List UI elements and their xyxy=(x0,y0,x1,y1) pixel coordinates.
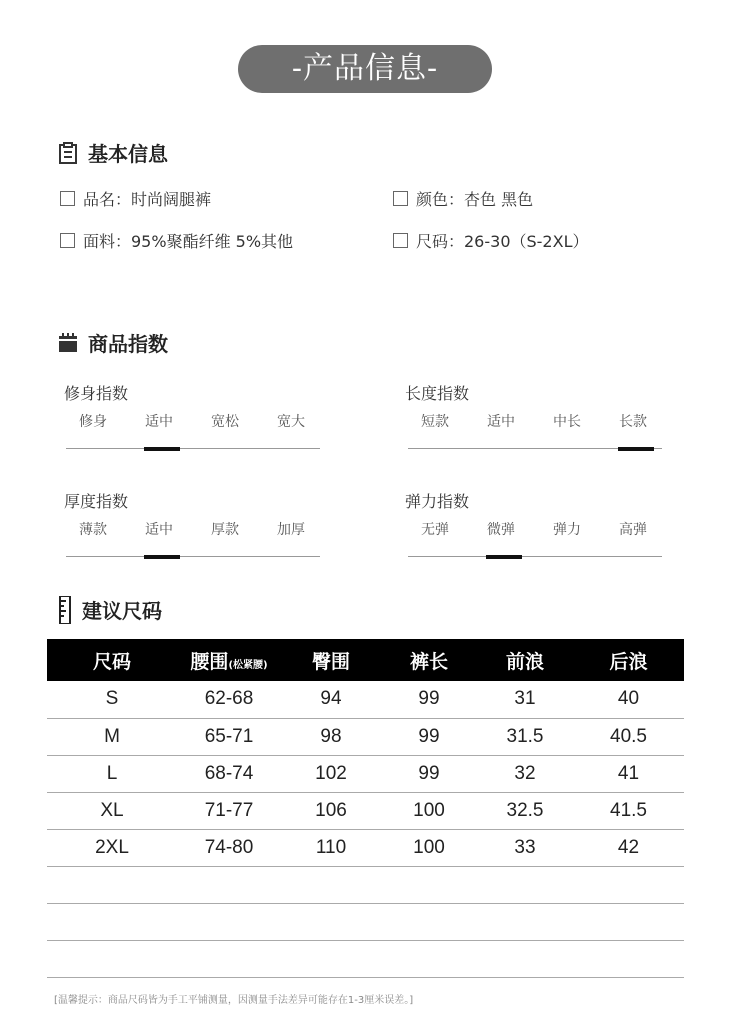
scale-option: 修身 xyxy=(79,414,107,430)
scale-option: 短款 xyxy=(421,414,449,430)
table-row xyxy=(47,792,684,829)
table-cell: XL xyxy=(47,792,177,829)
scale-option: 弹力 xyxy=(553,522,581,538)
basic-info-header xyxy=(58,138,168,167)
size-table xyxy=(47,639,684,978)
scale-option: 厚款 xyxy=(211,522,239,538)
scale-option: 中长 xyxy=(553,414,581,430)
table-row xyxy=(47,718,684,755)
info-item-label: 面料：95%聚酯纤维 5%其他 xyxy=(83,232,294,251)
table-cell: 32 xyxy=(477,755,573,792)
scale-selected-marker xyxy=(144,447,180,451)
calendar-icon xyxy=(58,333,78,353)
table-row xyxy=(47,866,684,903)
table-cell: 71-77 xyxy=(177,792,281,829)
column-header: 尺码 xyxy=(47,639,177,681)
length-index-scale xyxy=(408,409,662,449)
scale-selected-marker xyxy=(618,447,654,451)
table-cell: 62-68 xyxy=(177,681,281,718)
ruler-icon xyxy=(58,596,72,624)
table-cell xyxy=(477,940,573,977)
size-suggestion-title: 建议尺码 xyxy=(82,599,162,623)
table-cell: 100 xyxy=(381,829,477,866)
table-cell: 99 xyxy=(381,718,477,755)
column-header-waist xyxy=(177,639,281,681)
table-cell xyxy=(381,940,477,977)
scale-option: 宽松 xyxy=(211,414,239,430)
scale-option: 薄款 xyxy=(79,522,107,538)
fit-index-title: 修身指数 xyxy=(64,384,129,403)
table-cell: 41 xyxy=(573,755,684,792)
table-cell: 100 xyxy=(381,792,477,829)
table-cell: 2XL xyxy=(47,829,177,866)
table-row xyxy=(47,755,684,792)
table-cell xyxy=(381,866,477,903)
table-cell xyxy=(47,903,177,940)
table-header-row xyxy=(47,639,684,681)
thickness-index-scale xyxy=(66,517,320,557)
page-title-banner: -产品信息- xyxy=(238,45,492,93)
table-cell xyxy=(381,903,477,940)
table-cell: L xyxy=(47,755,177,792)
table-cell: 99 xyxy=(381,755,477,792)
table-cell xyxy=(47,866,177,903)
table-cell: M xyxy=(47,718,177,755)
scale-selected-marker xyxy=(144,555,180,559)
table-row xyxy=(47,829,684,866)
table-cell: 42 xyxy=(573,829,684,866)
checkbox-icon xyxy=(60,233,75,248)
table-cell: 31.5 xyxy=(477,718,573,755)
scale-option: 宽大 xyxy=(277,414,305,430)
clipboard-icon xyxy=(58,142,78,164)
product-index-header xyxy=(58,328,168,357)
table-cell: 74-80 xyxy=(177,829,281,866)
table-cell: 65-71 xyxy=(177,718,281,755)
info-item-label: 尺码：26-30（S-2XL） xyxy=(416,232,589,251)
thickness-index-title: 厚度指数 xyxy=(64,492,129,511)
table-cell: 32.5 xyxy=(477,792,573,829)
table-cell: 94 xyxy=(281,681,381,718)
measurement-tip: [温馨提示：商品尺码皆为手工平铺测量，因测量手法差异可能存在1-3厘米误差。] xyxy=(54,995,414,1006)
table-cell xyxy=(281,866,381,903)
info-item-label: 品名：时尚阔腿裤 xyxy=(83,190,212,209)
table-cell: 33 xyxy=(477,829,573,866)
waist-note: (松紧腰) xyxy=(228,659,268,671)
table-cell xyxy=(477,903,573,940)
table-cell xyxy=(477,866,573,903)
table-cell xyxy=(573,940,684,977)
table-cell: 98 xyxy=(281,718,381,755)
table-cell: S xyxy=(47,681,177,718)
table-cell: 110 xyxy=(281,829,381,866)
table-cell xyxy=(573,866,684,903)
elasticity-index-scale xyxy=(408,517,662,557)
table-cell: 41.5 xyxy=(573,792,684,829)
column-header: 后浪 xyxy=(573,639,684,681)
fit-index-scale xyxy=(66,409,320,449)
checkbox-icon xyxy=(60,191,75,206)
checkbox-icon xyxy=(393,191,408,206)
table-row xyxy=(47,940,684,977)
length-index-title: 长度指数 xyxy=(405,384,470,403)
info-item-size xyxy=(393,229,588,252)
info-item-color xyxy=(393,187,533,210)
scale-option: 无弹 xyxy=(421,522,449,538)
scale-option: 适中 xyxy=(487,414,515,430)
table-row xyxy=(47,903,684,940)
table-row xyxy=(47,681,684,718)
table-cell: 68-74 xyxy=(177,755,281,792)
column-header: 裤长 xyxy=(381,639,477,681)
checkbox-icon xyxy=(393,233,408,248)
scale-option: 适中 xyxy=(145,522,173,538)
table-cell: 31 xyxy=(477,681,573,718)
table-cell xyxy=(177,940,281,977)
table-cell xyxy=(177,866,281,903)
table-cell: 40 xyxy=(573,681,684,718)
info-item-label: 颜色：杏色 黑色 xyxy=(416,190,534,209)
scale-option: 适中 xyxy=(145,414,173,430)
scale-option: 长款 xyxy=(619,414,647,430)
elasticity-index-title: 弹力指数 xyxy=(405,492,470,511)
scale-option: 高弹 xyxy=(619,522,647,538)
scale-option: 微弹 xyxy=(487,522,515,538)
table-cell: 106 xyxy=(281,792,381,829)
table-cell xyxy=(281,940,381,977)
info-item-name xyxy=(60,187,211,210)
product-index-title: 商品指数 xyxy=(88,332,168,356)
table-cell: 99 xyxy=(381,681,477,718)
info-item-fabric xyxy=(60,229,293,252)
column-header: 臀围 xyxy=(281,639,381,681)
table-cell xyxy=(47,940,177,977)
column-header: 腰围 xyxy=(190,650,229,673)
table-cell xyxy=(177,903,281,940)
table-cell: 40.5 xyxy=(573,718,684,755)
column-header: 前浪 xyxy=(477,639,573,681)
scale-selected-marker xyxy=(486,555,522,559)
table-cell: 102 xyxy=(281,755,381,792)
table-cell xyxy=(281,903,381,940)
basic-info-title: 基本信息 xyxy=(88,142,168,166)
table-cell xyxy=(573,903,684,940)
size-suggestion-header xyxy=(58,595,162,624)
scale-option: 加厚 xyxy=(277,522,305,538)
